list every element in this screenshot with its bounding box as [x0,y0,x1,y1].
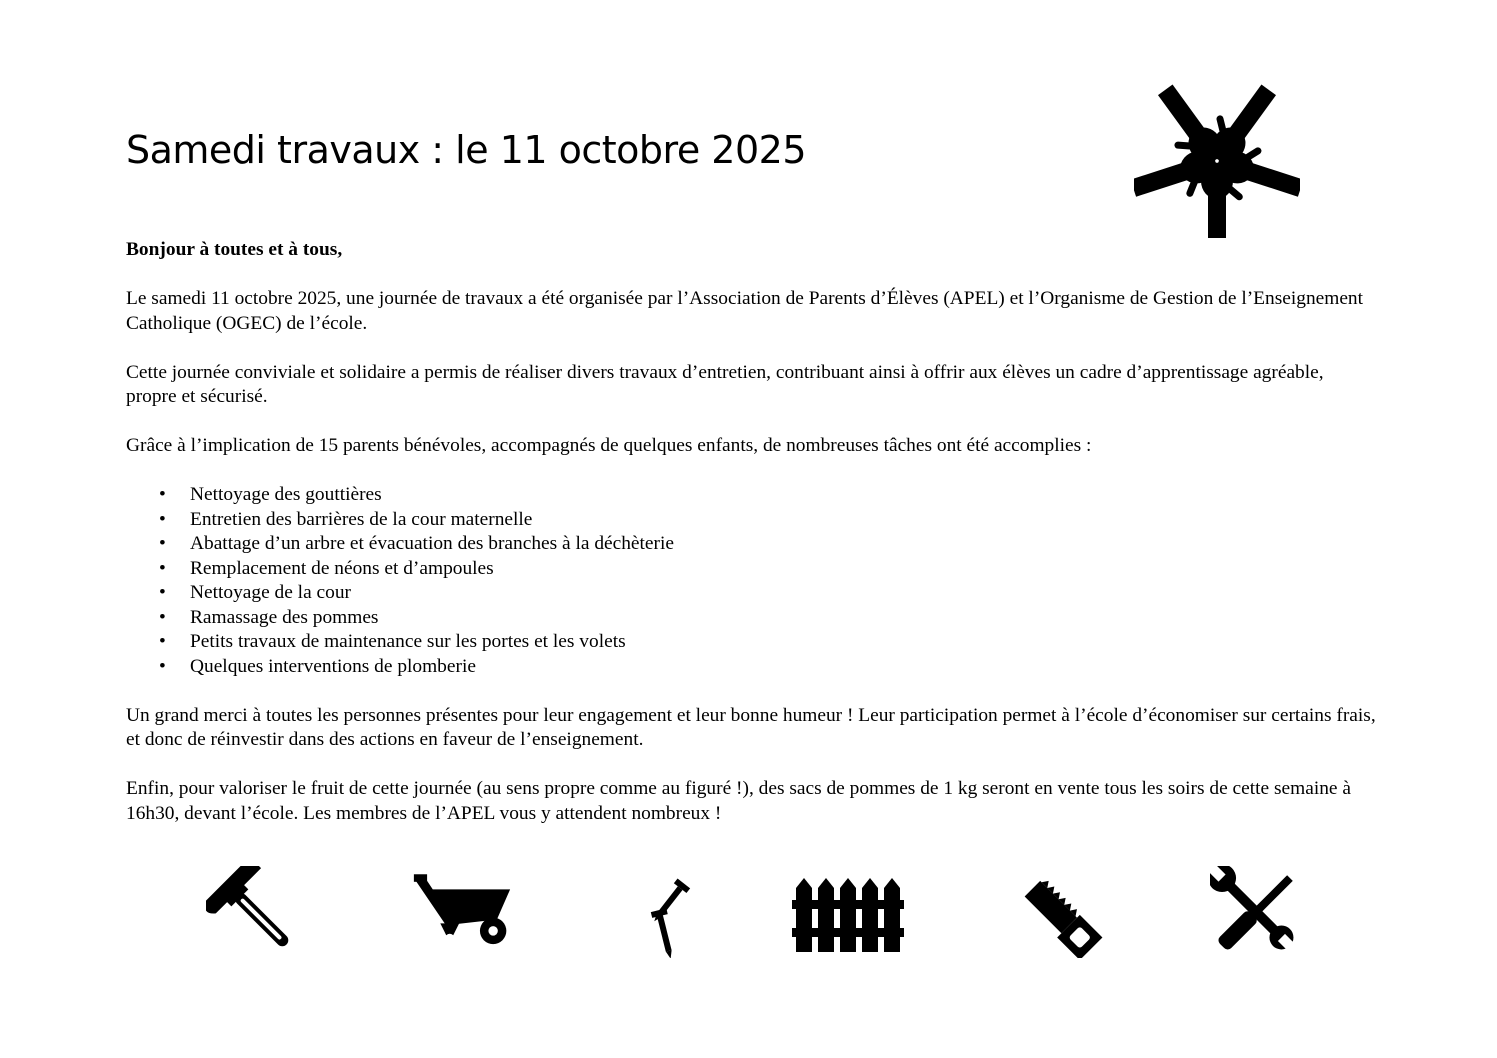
bullet: • [159,484,166,505]
purpose-paragraph: Cette journée conviviale et solidaire a permis de réaliser divers travaux d’entretien, contribuant ainsi à offrir aux élèves un cadre d’apprentissage agréable, propre et sécurisé. [126,361,1324,407]
task-label: Nettoyage de la cour [190,582,351,603]
list-item [126,581,1376,606]
list-item [126,483,1376,508]
letter-body [126,238,1376,851]
list-item [126,508,1376,533]
bullet: • [159,533,166,554]
task-label: Quelques interventions de plomberie [190,655,476,677]
task-label: Petits travaux de maintenance sur les portes et les volets [190,631,626,652]
bullet: • [159,582,166,603]
bullet: • [159,655,166,677]
bullet: • [159,508,166,530]
hammer-icon [206,866,306,958]
saw-icon [1010,866,1110,958]
task-list [126,483,1376,679]
task-label: Ramassage des pommes [190,606,379,628]
list-item [126,655,1376,680]
list-item [126,557,1376,582]
bullet: • [159,557,166,579]
list-item [126,606,1376,631]
intro-paragraph: Le samedi 11 octobre 2025, une journée de travaux a été organisée par l’Association de Parents d’Élèves (APEL) et l’Organisme de Gestion de l’Enseignement Catholique (OGEC) de l’école. [126,288,1364,334]
tasks-intro-paragraph: Grâce à l’implication de 15 parents bénévoles, accompagnés de quelques enfants, de nombreuses tâches ont été accomplies : [126,435,1092,456]
fence-icon [792,866,904,958]
greeting: Bonjour à toutes et à tous, [126,239,343,260]
thanks-paragraph: Un grand merci à toutes les personnes présentes pour leur engagement et leur bonne humeur ! Leur participation permet à l’école d’économiser sur certains frais, et donc de réinvestir dans des actions en faveur de l’enseignement. [126,704,1376,750]
bullet: • [159,606,166,628]
task-label: Entretien des barrières de la cour maternelle [190,508,533,530]
task-label: Remplacement de néons et d’ampoules [190,557,494,579]
task-label: Abattage d’un arbre et évacuation des branches à la déchèterie [190,533,674,554]
bullet: • [159,631,166,652]
list-item [126,532,1376,557]
tools-icon-row [0,866,1497,962]
closing-paragraph: Enfin, pour valoriser le fruit de cette journée (au sens propre comme au figuré !), des sacs de pommes de 1 kg seront en vente tous les soirs de cette semaine à 16h30, devant l’école. Les membres de l’APEL vous y attendent nombreux ! [126,778,1351,824]
page-title: Samedi travaux : le 11 octobre 2025 [126,128,806,172]
wheelbarrow-icon [412,866,512,958]
tools-icon [1210,866,1302,958]
task-label: Nettoyage des gouttières [190,484,382,505]
list-item [126,630,1376,655]
hands-teamwork-icon [1134,84,1300,238]
nails-icon [620,866,720,958]
